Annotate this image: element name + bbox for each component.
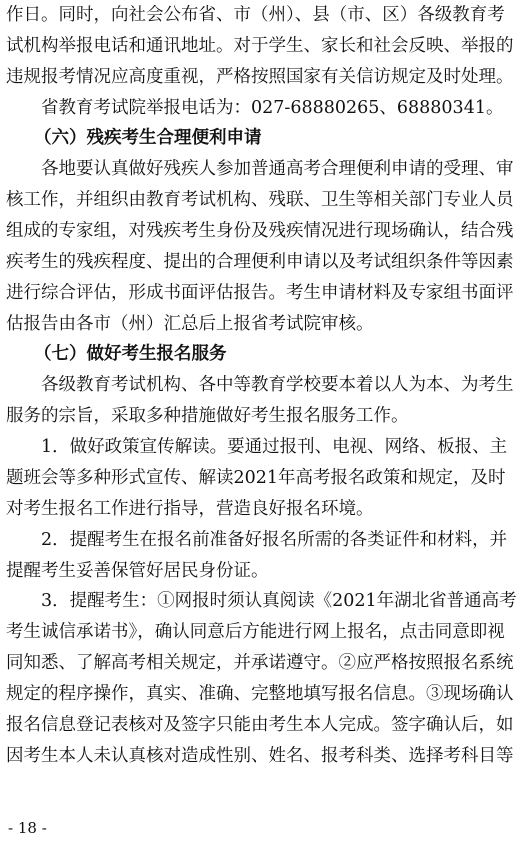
text-line: 3．提醒考生：①网报时须认真阅读《2021年湖北省普通高考 bbox=[41, 591, 517, 611]
text-line: 同知悉、了解高考相关规定，并承诺遵守。②应严格按照报名系统 bbox=[6, 653, 514, 673]
text-line: 服务的宗旨，采取多种措施做好考生报名服务工作。 bbox=[6, 406, 409, 426]
text-line: 进行综合评估，形成书面评估报告。考生申请材料及专家组书面评 bbox=[6, 283, 514, 303]
text-line: 考生诚信承诺书》，确认同意后方能进行网上报名，点击同意即视 bbox=[6, 622, 505, 642]
text-line: 各级教育考试机构、各中等教育学校要本着以人为本、为考生 bbox=[41, 375, 514, 395]
text-line: 组成的专家组，对残疾考生身份及残疾情况进行现场确认，结合残 bbox=[6, 221, 514, 241]
text-line: 试机构举报电话和通讯地址。对于学生、家长和社会反映、举报的 bbox=[6, 36, 514, 56]
text-line: 各地要认真做好残疾人参加普通高考合理便利申请的受理、审 bbox=[41, 159, 514, 179]
text-line: 因考生本人未认真核对造成性别、姓名、报考科类、选择考科目等 bbox=[6, 746, 514, 766]
section-heading: （七）做好考生报名服务 bbox=[34, 344, 227, 364]
text-line: 核工作，并组织由教育考试机构、残联、卫生等相关部门专业人员 bbox=[6, 190, 514, 210]
text-line: 1．做好政策宣传解读。要通过报刊、电视、网络、板报、主 bbox=[41, 437, 508, 457]
text-line: 对考生报名工作进行指导，营造良好报名环境。 bbox=[6, 499, 374, 519]
text-line: 题班会等多种形式宣传、解读2021年高考报名政策和规定，及时 bbox=[6, 468, 506, 488]
text-line: 省教育考试院举报电话为：027-68880265、68880341。 bbox=[41, 98, 504, 118]
page-number: - 18 - bbox=[8, 819, 47, 837]
text-line: 估报告由各市（州）汇总后上报省考试院审核。 bbox=[6, 314, 374, 334]
text-line: 提醒考生妥善保管好居民身份证。 bbox=[6, 561, 269, 581]
text-line: 报名信息登记表核对及签字只能由考生本人完成。签字确认后，如 bbox=[6, 715, 514, 735]
section-heading: （六）残疾考生合理便利申请 bbox=[34, 128, 262, 148]
text-line: 规定的程序操作，真实、准确、完整地填写报名信息。③现场确认 bbox=[6, 684, 514, 704]
text-line: 作日。同时，向社会公布省、市（州）、县（市、区）各级教育考 bbox=[6, 5, 505, 25]
text-line: 疾考生的残疾程度、提出的合理便利申请以及考试组织条件等因素 bbox=[6, 252, 514, 272]
text-line: 违规报考情况应高度重视，严格按照国家有关信访规定及时处理。 bbox=[6, 67, 514, 87]
text-line: 2．提醒考生在报名前准备好报名所需的各类证件和材料，并 bbox=[41, 530, 508, 550]
